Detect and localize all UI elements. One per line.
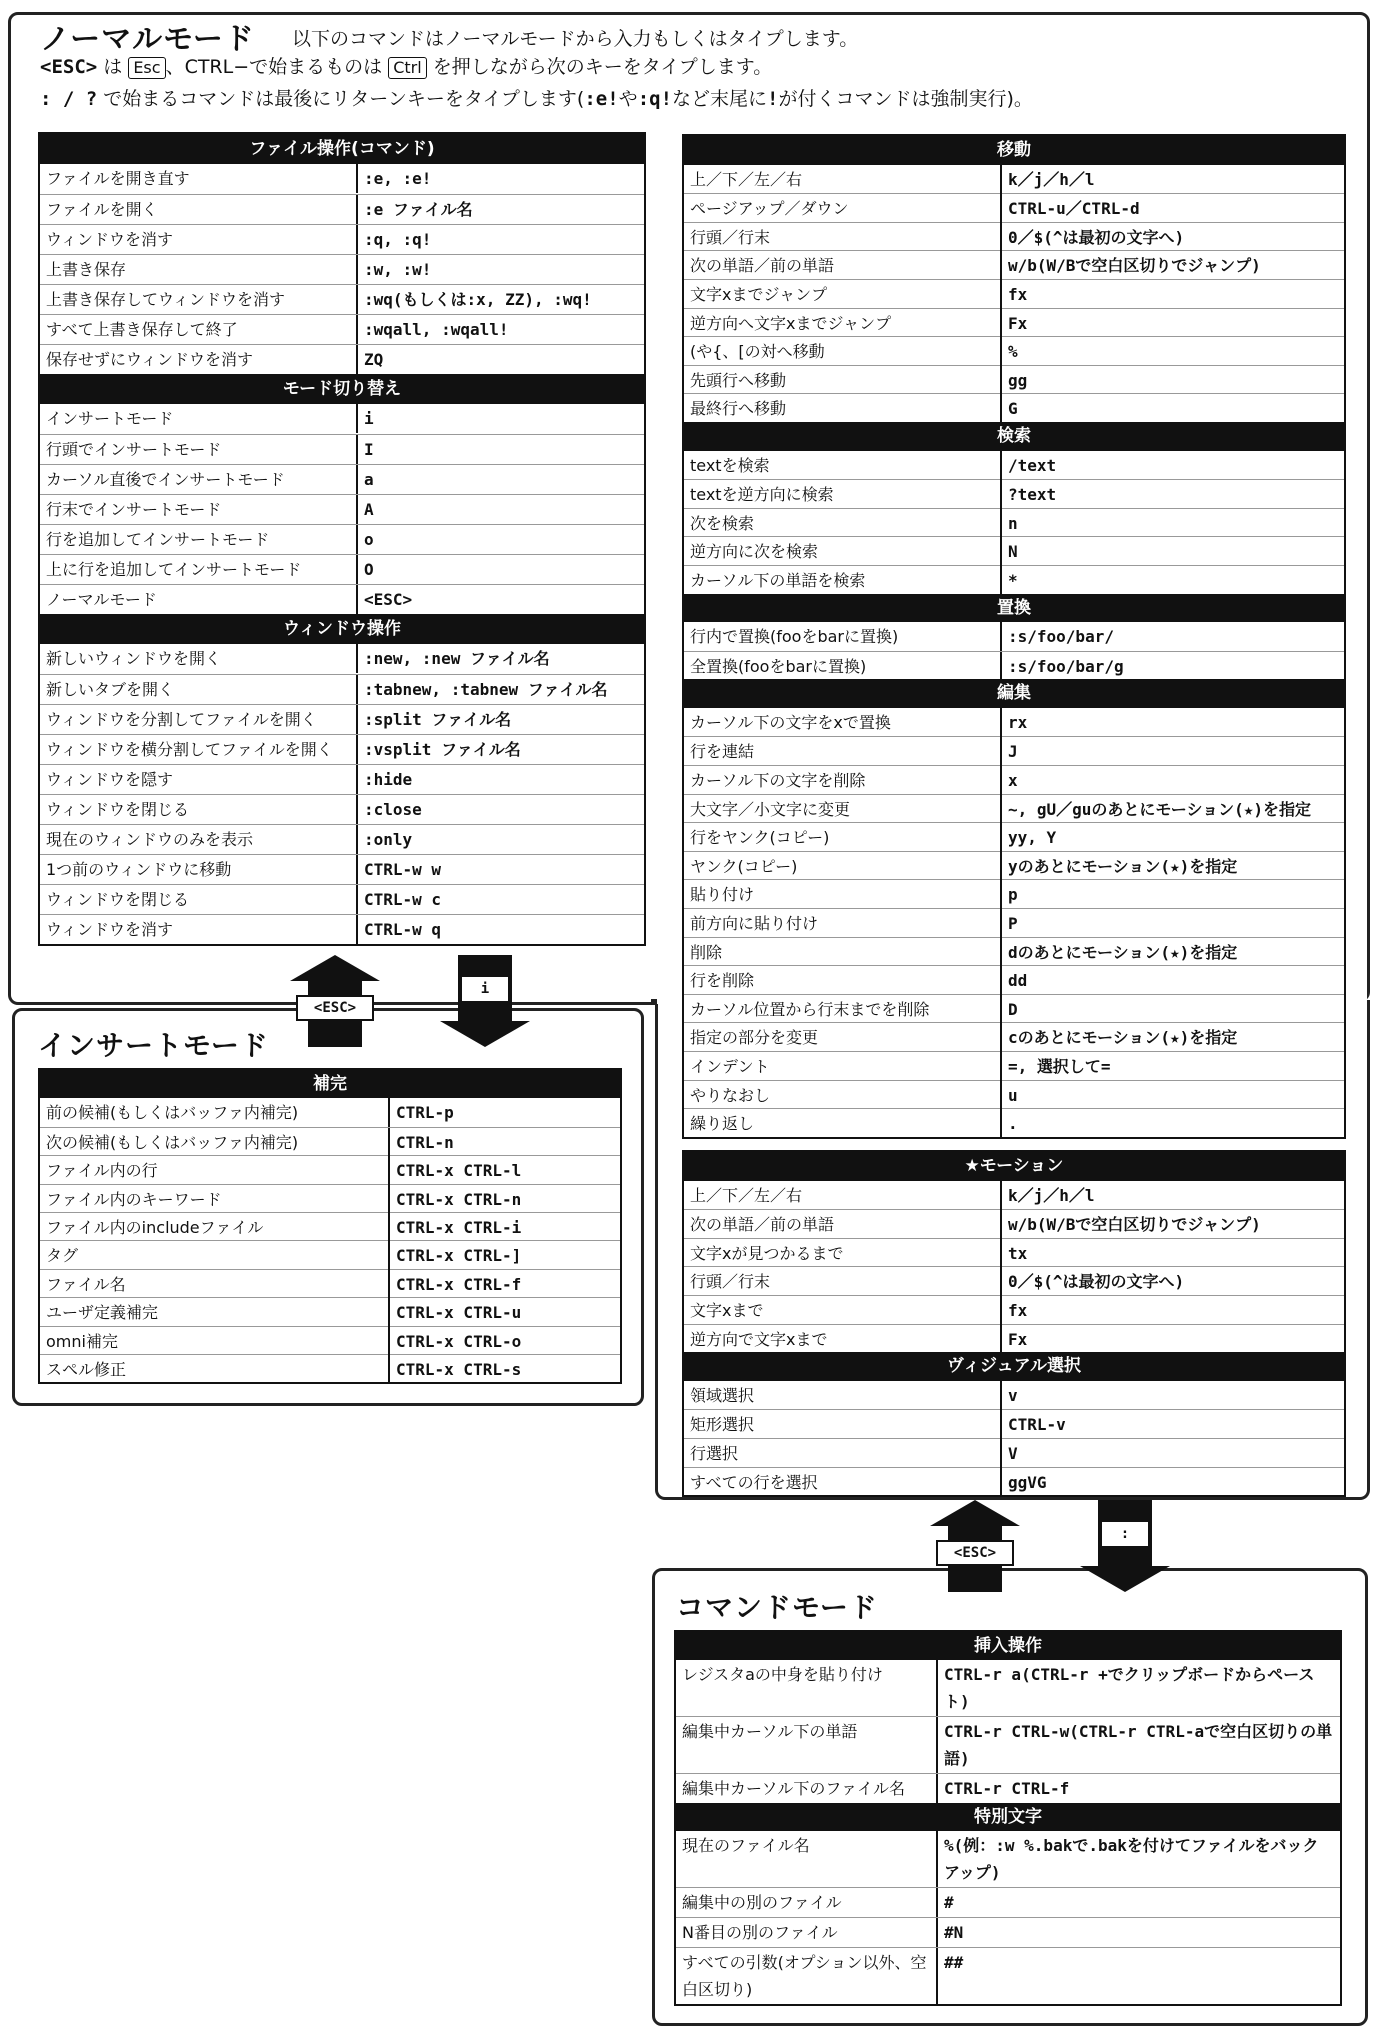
row-description: ファイルを開き直す [40, 164, 358, 193]
table-row [40, 524, 644, 554]
table-row [684, 1438, 1344, 1467]
table-row [40, 1326, 620, 1354]
row-description: タグ [40, 1241, 390, 1270]
row-command: :s/foo/bar/g [1008, 656, 1124, 676]
row-command: CTRL-r a(CTRL-r +でクリップボードからペースト) [944, 1665, 1315, 1711]
section-header: 移動 [684, 136, 1344, 165]
row-description: 大文字／小文字に変更 [684, 795, 1002, 824]
row-command: o [364, 530, 374, 549]
row-description: 前の候補(もしくはバッファ内補完) [40, 1098, 390, 1127]
row-command: :e ファイル名 [364, 200, 473, 219]
row-description: カーソル下の文字をxで置換 [684, 708, 1002, 737]
table-row [676, 1716, 1340, 1773]
complete-table [38, 1068, 622, 1384]
row-command: J [1008, 742, 1018, 762]
row-description: 行頭でインサートモード [40, 435, 358, 464]
row-description: 保存せずにウィンドウを消す [40, 345, 358, 374]
table-row [40, 464, 644, 494]
row-description: 行を追加してインサートモード [40, 525, 358, 554]
table-row [40, 1155, 620, 1183]
table-row [684, 1080, 1344, 1109]
row-command: w/b(W/Bで空白区切りでジャンプ) [1008, 256, 1261, 276]
row-description: 上に行を追加してインサートモード [40, 555, 358, 584]
table-row [40, 224, 644, 254]
row-description: ヤンク(コピー) [684, 852, 1002, 881]
table-row [684, 1238, 1344, 1267]
table-row [684, 822, 1344, 851]
row-command: Fx [1008, 1329, 1028, 1349]
table-row [40, 884, 644, 914]
row-description: やりなおし [684, 1081, 1002, 1110]
row-command: u [1008, 1085, 1018, 1105]
row-command: ~, gU／guのあとにモーション(★)を指定 [1008, 799, 1312, 819]
table-row [40, 794, 644, 824]
table-row [684, 365, 1344, 394]
row-command: CTRL-x CTRL-f [396, 1274, 522, 1294]
row-command: :wq(もしくは:x, ZZ), :wq! [364, 290, 592, 309]
colon-down-arrow [1080, 1500, 1170, 1592]
table-row [684, 1381, 1344, 1410]
row-command: I [364, 440, 374, 459]
table-row [684, 736, 1344, 765]
row-description: 編集中の別のファイル [676, 1888, 938, 1917]
table-row [40, 704, 644, 734]
table-row [684, 565, 1344, 594]
intro-q-bang: :q! [637, 88, 673, 110]
table-row [684, 536, 1344, 565]
row-command: fx [1008, 1300, 1028, 1320]
row-description: 前方向に貼り付け [684, 909, 1002, 938]
arrow-head-up [930, 1500, 1020, 1526]
normal-mode-title: ノーマルモード [40, 22, 255, 57]
row-command: * [1008, 570, 1018, 590]
row-description: カーソル下の単語を検索 [684, 566, 1002, 595]
arrow-head-down [1080, 1566, 1170, 1592]
table-row [40, 554, 644, 584]
left-table-stack [38, 132, 646, 946]
row-description: omni補完 [40, 1327, 390, 1356]
table-row [40, 1184, 620, 1212]
table-row [684, 165, 1344, 194]
table-row [40, 584, 644, 614]
row-command: ZQ [364, 350, 384, 369]
command-table-stack [674, 1630, 1342, 2006]
row-command: CTRL-x CTRL-s [396, 1359, 522, 1379]
row-description: (や{、[の対へ移動 [684, 337, 1002, 366]
ctrl-key-icon: Ctrl [388, 57, 426, 79]
intro-line1-text: 以下のコマンドはノーマルモードから入力もしくはタイプします。 [292, 28, 859, 50]
row-command: N [1008, 542, 1018, 562]
table-row [40, 1127, 620, 1155]
table-row [684, 794, 1344, 823]
intro-ha: は [103, 56, 123, 78]
row-command: w/b(W/Bで空白区切りでジャンプ) [1008, 1215, 1261, 1235]
row-command: k／j／h／l [1008, 169, 1095, 189]
row-command: % [1008, 342, 1018, 362]
row-command: x [1008, 771, 1018, 791]
i-arrow-label: i [460, 975, 510, 1003]
table-row [684, 193, 1344, 222]
row-description: 上書き保存 [40, 255, 358, 284]
row-command: V [1008, 1443, 1018, 1463]
table-row [684, 879, 1344, 908]
row-description: 行を連結 [684, 737, 1002, 766]
table-row [684, 651, 1344, 680]
normal-intro-line3 [40, 84, 1033, 114]
row-command: A [364, 500, 374, 519]
table-row [684, 250, 1344, 279]
row-description: 先頭行へ移動 [684, 366, 1002, 395]
row-description: ウィンドウを消す [40, 225, 358, 254]
row-description: 行頭／行末 [684, 1267, 1002, 1296]
section-header: 特別文字 [676, 1803, 1340, 1831]
intro-press-text: を押しながら次のキーをタイプします。 [432, 56, 773, 78]
row-command: CTRL-x CTRL-u [396, 1303, 522, 1323]
table-row [684, 965, 1344, 994]
row-command: ?text [1008, 485, 1057, 505]
esc-key-icon: Esc [128, 57, 165, 79]
table-row [684, 308, 1344, 337]
intro-force: が付くコマンドは強制実行)。 [778, 88, 1033, 110]
row-command: i [364, 409, 374, 428]
row-description: ノーマルモード [40, 585, 358, 614]
row-command: . [1008, 1114, 1018, 1134]
table-row [40, 1269, 620, 1297]
table-row [684, 1409, 1344, 1438]
colon-arrow-label: : [1100, 1520, 1150, 1548]
table-row [40, 914, 644, 944]
row-description: ウィンドウを横分割してファイルを開く [40, 735, 358, 764]
row-description: ウィンドウを隠す [40, 765, 358, 794]
row-command: CTRL-x CTRL-i [396, 1217, 522, 1237]
table-row [684, 1051, 1344, 1080]
row-command: Fx [1008, 313, 1028, 333]
row-description: 上／下／左／右 [684, 165, 1002, 194]
row-command: yのあとにモーション(★)を指定 [1008, 856, 1238, 876]
row-description: 最終行へ移動 [684, 394, 1002, 423]
row-command: /text [1008, 455, 1057, 475]
row-description: カーソル直後でインサートモード [40, 465, 358, 494]
row-command: n [1008, 513, 1018, 533]
row-command: CTRL-x CTRL-n [396, 1189, 522, 1209]
row-description: 新しいタブを開く [40, 675, 358, 704]
row-command: :q, :q! [364, 230, 432, 249]
row-command: =, 選択して= [1008, 1057, 1111, 1076]
row-description: 繰り返し [684, 1109, 1002, 1138]
row-command: CTRL-r CTRL-f [944, 1779, 1070, 1798]
row-command: CTRL-w w [364, 860, 442, 879]
table-row [684, 1295, 1344, 1324]
row-description: インサートモード [40, 404, 358, 433]
row-description: 文字xまで [684, 1296, 1002, 1325]
row-description: 次の単語／前の単語 [684, 1210, 1002, 1239]
table-row [684, 222, 1344, 251]
row-description: 次の候補(もしくはバッファ内補完) [40, 1128, 390, 1157]
intro-ctrl-text: 、CTRL−で始まるものは [165, 56, 383, 78]
row-description: 編集中カーソル下の単語 [676, 1717, 938, 1773]
row-command: CTRL-x CTRL-l [396, 1161, 522, 1181]
row-description: 削除 [684, 938, 1002, 967]
row-command: # [944, 1893, 954, 1912]
row-command: dd [1008, 971, 1028, 991]
row-command: :w, :w! [364, 260, 432, 279]
row-command: CTRL-r CTRL-w(CTRL-r CTRL-aで空白区切りの単語) [944, 1722, 1333, 1768]
row-description: 上／下／左／右 [684, 1181, 1002, 1210]
row-description: ウィンドウを分割してファイルを開く [40, 705, 358, 734]
row-description: カーソル位置から行末までを削除 [684, 995, 1002, 1024]
table-row [684, 908, 1344, 937]
row-command: fx [1008, 284, 1028, 304]
table-row [40, 164, 644, 194]
table-row [40, 1240, 620, 1268]
row-command: CTRL-x CTRL-] [396, 1246, 522, 1266]
table-row [40, 1098, 620, 1126]
row-command: :only [364, 830, 413, 849]
row-description: textを検索 [684, 451, 1002, 480]
row-command: #N [944, 1923, 964, 1942]
table-row [684, 1181, 1344, 1210]
row-command: P [1008, 914, 1018, 934]
table-row [40, 254, 644, 284]
right-table-stack [682, 134, 1346, 1139]
intro-esc: <ESC> [40, 56, 98, 78]
row-description: すべての引数(オプション以外、空白区切り) [676, 1948, 938, 2004]
table-row [40, 824, 644, 854]
intro-bang: ! [767, 88, 779, 110]
row-description: ファイル内のキーワード [40, 1185, 390, 1214]
row-description: ページアップ／ダウン [684, 194, 1002, 223]
intro-ya: や [618, 88, 638, 110]
table-row [684, 336, 1344, 365]
table-row [684, 1324, 1344, 1353]
table-row [684, 508, 1344, 537]
table-row [40, 764, 644, 794]
row-command: CTRL-w c [364, 890, 442, 909]
row-command: CTRL-n [396, 1132, 454, 1152]
row-command: D [1008, 999, 1018, 1019]
row-command: yy, Y [1008, 828, 1057, 848]
row-command: a [364, 470, 374, 489]
row-command: <ESC> [364, 590, 413, 609]
section-header: 挿入操作 [676, 1632, 1340, 1660]
normal-intro-line1 [292, 24, 858, 54]
section-header: 補完 [40, 1070, 620, 1098]
table-row [40, 404, 644, 434]
row-description: 逆方向に次を検索 [684, 537, 1002, 566]
table-row [684, 1209, 1344, 1238]
intro-e-bang: :e! [584, 88, 619, 110]
row-description: 次を検索 [684, 509, 1002, 538]
row-command: gg [1008, 370, 1028, 390]
row-description: 全置換(fooをbarに置換) [684, 652, 1002, 681]
row-description: 逆方向で文字xまで [684, 1325, 1002, 1354]
row-description: 行をヤンク(コピー) [684, 823, 1002, 852]
arrow-head-down [440, 1021, 530, 1047]
row-description: 1つ前のウィンドウに移動 [40, 855, 358, 884]
row-description: 編集中カーソル下のファイル名 [676, 1774, 938, 1803]
table-row [40, 434, 644, 464]
row-description: 上書き保存してウィンドウを消す [40, 285, 358, 314]
table-row [684, 1108, 1344, 1137]
table-row [40, 644, 644, 674]
table-row [684, 851, 1344, 880]
row-command: CTRL-u／CTRL-d [1008, 199, 1140, 219]
row-description: 逆方向へ文字xまでジャンプ [684, 309, 1002, 338]
command-mode-title: コマンドモード [676, 1591, 878, 1624]
row-command: rx [1008, 712, 1028, 732]
table-row [40, 1212, 620, 1240]
table-row [684, 994, 1344, 1023]
table-row [684, 708, 1344, 737]
row-command: v [1008, 1385, 1018, 1405]
table-row [40, 494, 644, 524]
row-description: 現在のウィンドウのみを表示 [40, 825, 358, 854]
row-command: ## [944, 1953, 964, 1972]
esc2-arrow-label: <ESC> [936, 1540, 1014, 1566]
table-row [40, 284, 644, 314]
intro-colon-slash: : / ? [40, 88, 98, 110]
row-description: ファイルを開く [40, 195, 358, 224]
section-header: ★モーション [684, 1152, 1344, 1181]
row-command: :hide [364, 770, 413, 789]
row-description: スペル修正 [40, 1355, 390, 1384]
section-header: 検索 [684, 422, 1344, 451]
row-command: tx [1008, 1243, 1028, 1263]
table-row [676, 1917, 1340, 1947]
table-row [684, 393, 1344, 422]
row-command: :s/foo/bar/ [1008, 627, 1114, 647]
table-row [40, 194, 644, 224]
table-row [40, 854, 644, 884]
row-command: :e, :e! [364, 169, 432, 188]
row-description: すべての行を選択 [684, 1468, 1002, 1497]
row-command: p [1008, 885, 1018, 905]
row-command: :wqall, :wqall! [364, 320, 509, 339]
row-description: 文字xが見つかるまで [684, 1239, 1002, 1268]
section-header: ウィンドウ操作 [40, 614, 644, 644]
table-row [676, 1887, 1340, 1917]
table-row [684, 1467, 1344, 1496]
row-description: 行頭／行末 [684, 223, 1002, 252]
row-command: ggVG [1008, 1472, 1047, 1492]
row-description: ファイル内のincludeファイル [40, 1213, 390, 1242]
intro-suffix: など末尾に [672, 88, 768, 110]
row-command: CTRL-p [396, 1103, 454, 1123]
motion-visual-table [682, 1150, 1346, 1497]
table-row [684, 765, 1344, 794]
table-row [684, 279, 1344, 308]
row-command: CTRL-x CTRL-o [396, 1331, 522, 1351]
table-row [40, 314, 644, 344]
row-command: k／j／h／l [1008, 1185, 1095, 1205]
normal-intro-line2 [40, 52, 772, 82]
row-command: G [1008, 399, 1018, 419]
row-description: 行末でインサートモード [40, 495, 358, 524]
row-description: textを逆方向に検索 [684, 480, 1002, 509]
row-description: 指定の部分を変更 [684, 1023, 1002, 1052]
section-header: 編集 [684, 679, 1344, 708]
row-description: 貼り付け [684, 880, 1002, 909]
row-command: :split ファイル名 [364, 710, 512, 729]
table-row [676, 1947, 1340, 2004]
row-command: 0／$(^は最初の文字へ) [1008, 1272, 1185, 1292]
esc-up-arrow-2 [930, 1500, 1020, 1592]
insert-mode-title: インサートモード [38, 1029, 269, 1062]
table-row [684, 479, 1344, 508]
row-description: ユーザ定義補完 [40, 1298, 390, 1327]
row-command: dのあとにモーション(★)を指定 [1008, 942, 1238, 962]
row-command: cのあとにモーション(★)を指定 [1008, 1028, 1238, 1048]
row-description: すべて上書き保存して終了 [40, 315, 358, 344]
row-description: 現在のファイル名 [676, 1831, 938, 1887]
table-row [40, 674, 644, 704]
row-description: 領域選択 [684, 1381, 1002, 1410]
row-description: N番目の別のファイル [676, 1918, 938, 1947]
row-command: :vsplit ファイル名 [364, 740, 521, 759]
row-command: %(例：:w %.bakで.bakを付けてファイルをバックアップ) [944, 1836, 1319, 1882]
row-description: 新しいウィンドウを開く [40, 644, 358, 673]
row-description: ウィンドウを閉じる [40, 795, 358, 824]
table-row [40, 1354, 620, 1382]
table-row [684, 1266, 1344, 1295]
intro-return-text: で始まるコマンドは最後にリターンキーをタイプします( [103, 88, 585, 110]
table-row [40, 734, 644, 764]
table-row [684, 1022, 1344, 1051]
row-command: :close [364, 800, 422, 819]
row-description: 行選択 [684, 1439, 1002, 1468]
row-description: ウィンドウを閉じる [40, 885, 358, 914]
table-row [676, 1831, 1340, 1887]
section-header: ファイル操作(コマンド) [40, 134, 644, 164]
row-description: 次の単語／前の単語 [684, 251, 1002, 280]
table-row [40, 344, 644, 374]
row-description: 行を削除 [684, 966, 1002, 995]
row-description: ファイル内の行 [40, 1156, 390, 1185]
row-description: インデント [684, 1052, 1002, 1081]
row-description: カーソル下の文字を削除 [684, 766, 1002, 795]
i-down-arrow [440, 955, 530, 1047]
arrow-head-up [290, 955, 380, 981]
row-description: レジスタaの中身を貼り付け [676, 1660, 938, 1716]
section-header: モード切り替え [40, 374, 644, 404]
row-description: 行内で置換(fooをbarに置換) [684, 622, 1002, 651]
table-row [676, 1660, 1340, 1716]
table-row [684, 622, 1344, 651]
table-row [676, 1773, 1340, 1803]
table-row [684, 451, 1344, 480]
row-description: ウィンドウを消す [40, 915, 358, 944]
section-header: ヴィジュアル選択 [684, 1352, 1344, 1381]
row-description: 矩形選択 [684, 1410, 1002, 1439]
row-command: CTRL-w q [364, 920, 442, 939]
esc-arrow-label: <ESC> [296, 995, 374, 1021]
row-description: ファイル名 [40, 1270, 390, 1299]
table-row [40, 1297, 620, 1325]
row-command: :tabnew, :tabnew ファイル名 [364, 680, 608, 699]
row-command: 0／$(^は最初の文字へ) [1008, 227, 1185, 247]
table-row [684, 937, 1344, 966]
esc-up-arrow [290, 955, 380, 1047]
row-description: 文字xまでジャンプ [684, 280, 1002, 309]
row-command: O [364, 560, 374, 579]
section-header: 置換 [684, 594, 1344, 623]
row-command: CTRL-v [1008, 1415, 1066, 1435]
row-command: :new, :new ファイル名 [364, 649, 550, 668]
